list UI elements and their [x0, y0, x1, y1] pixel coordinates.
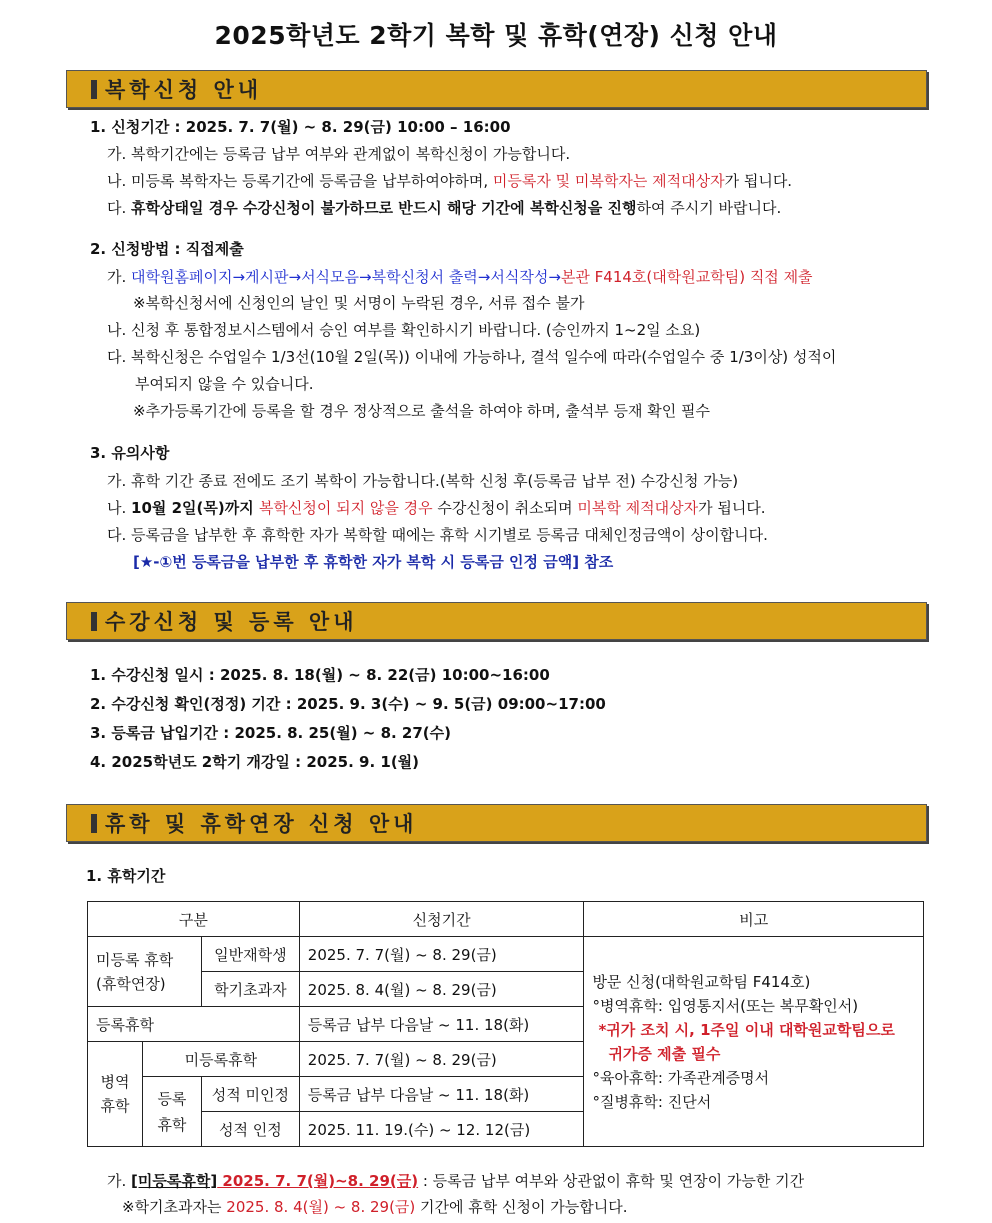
method-item-a: 가. 대학원홈페이지→게시판→서식모음→복학신청서 출력→서식작성→본관 F414호(대학원교학팀) 직접 제출	[107, 268, 813, 286]
section-header-leave	[66, 804, 927, 842]
note-line: 귀가증 제출 필수	[608, 1044, 721, 1063]
section-marker-icon	[91, 814, 97, 833]
table-cell: 등록휴학	[88, 1007, 300, 1042]
table-row	[88, 937, 924, 972]
return-method-heading: 2. 신청방법 : 직접제출	[90, 240, 244, 258]
note-line: °병역휴학: 입영통지서(또는 복무확인서)	[592, 996, 859, 1015]
return-item-c: 다. 휴학상태일 경우 수강신청이 불가하므로 반드시 해당 기간에 복학신청을 진행하여 주시기 바랍니다.	[107, 199, 782, 217]
return-item-b: 나. 미등록 복학자는 등록기간에 등록금을 납부하여야하며, 미등록자 및 미복학자는 제적대상자가 됩니다.	[107, 172, 793, 190]
section-marker-icon	[91, 80, 97, 99]
method-item-c: 다. 복학신청은 수업일수 1/3선(10월 2일(목)) 이내에 가능하나, 결석 일수에 따라(수업일수 중 1/3이상) 성적이	[107, 348, 837, 366]
note-line: °질병휴학: 진단서	[592, 1092, 712, 1111]
section-title: 수강신청 및 등록 안내	[105, 610, 358, 634]
table-cell: 성적 미인정	[201, 1077, 299, 1112]
table-cell: 등록 휴학	[142, 1077, 201, 1147]
table-cell: 미등록 휴학 (휴학연장)	[88, 937, 202, 1007]
course-item-1: 1. 수강신청 일시 : 2025. 8. 18(월) ~ 8. 22(금) 10:00~16:00	[90, 666, 550, 684]
section-title: 휴학 및 휴학연장 신청 안내	[105, 812, 418, 836]
section-title: 복학신청 안내	[105, 78, 263, 102]
leave-period-heading: 1. 휴학기간	[86, 867, 166, 885]
caution-heading: 3. 유의사항	[90, 444, 170, 462]
table-cell: 학기초과자	[201, 972, 299, 1007]
method-item-b: 나. 신청 후 통합정보시스템에서 승인 여부를 확인하시기 바랍니다. (승인까지 1~2일 소요)	[107, 321, 701, 339]
table-cell: 성적 인정	[201, 1112, 299, 1147]
caution-reference: [★-①번 등록금을 납부한 후 휴학한 자가 복학 시 등록금 인정 금액] 참조	[133, 553, 614, 571]
note-line: *귀가 조치 시, 1주일 이내 대학원교학팀으로	[598, 1020, 895, 1039]
table-cell: 병역 휴학	[88, 1042, 143, 1147]
table-cell: 2025. 11. 19.(수) ~ 12. 12(금)	[299, 1112, 584, 1147]
table-cell: 일반재학생	[201, 937, 299, 972]
note-line: °육아휴학: 가족관계증명서	[592, 1068, 770, 1087]
table-header-row	[88, 902, 924, 937]
table-note-cell	[584, 937, 924, 1147]
table-cell: 2025. 7. 7(월) ~ 8. 29(금)	[299, 937, 584, 972]
leave-footnote-note: ※학기초과자는 2025. 8. 4(월) ~ 8. 29(금) 기간에 휴학 신청이 가능합니다.	[122, 1198, 628, 1216]
method-item-c-cont: 부여되지 않을 수 있습니다.	[135, 375, 314, 393]
course-item-3: 3. 등록금 납입기간 : 2025. 8. 25(월) ~ 8. 27(수)	[90, 724, 451, 742]
section-header-course	[66, 602, 927, 640]
return-period-heading: 1. 신청기간 : 2025. 7. 7(월) ~ 8. 29(금) 10:00 – 16:00	[90, 118, 511, 136]
caution-item-c: 다. 등록금을 납부한 후 휴학한 자가 복학할 때에는 휴학 시기별로 등록금 대체인정금액이 상이합니다.	[107, 526, 768, 544]
table-cell: 등록금 납부 다음날 ~ 11. 18(화)	[299, 1077, 584, 1112]
note-line: 방문 신청(대학원교학팀 F414호)	[592, 972, 811, 991]
table-header: 구분	[88, 902, 300, 937]
table-cell: 2025. 8. 4(월) ~ 8. 29(금)	[299, 972, 584, 1007]
caution-item-a: 가. 휴학 기간 종료 전에도 조기 복학이 가능합니다.(복학 신청 후(등록금 납부 전) 수강신청 가능)	[107, 472, 739, 490]
caution-item-b: 나. 10월 2일(목)까지 복학신청이 되지 않을 경우 수강신청이 취소되며 미복학 제적대상자가 됩니다.	[107, 499, 766, 517]
method-note: ※복학신청서에 신청인의 날인 및 서명이 누락된 경우, 서류 접수 불가	[133, 294, 585, 312]
table-cell: 2025. 7. 7(월) ~ 8. 29(금)	[299, 1042, 584, 1077]
leave-period-table	[87, 901, 924, 1147]
table-cell: 미등록휴학	[142, 1042, 299, 1077]
return-item-a: 가. 복학기간에는 등록금 납부 여부와 관계없이 복학신청이 가능합니다.	[107, 145, 571, 163]
table-cell: 등록금 납부 다음날 ~ 11. 18(화)	[299, 1007, 584, 1042]
page-title: 2025학년도 2학기 복학 및 휴학(연장) 신청 안내	[214, 21, 778, 50]
section-header-return	[66, 70, 927, 108]
leave-footnote-a: 가. [미등록휴학] 2025. 7. 7(월)~8. 29(금) : 등록금 납부 여부와 상관없이 휴학 및 연장이 가능한 기간	[107, 1172, 805, 1190]
course-item-2: 2. 수강신청 확인(정정) 기간 : 2025. 9. 3(수) ~ 9. 5(금) 09:00~17:00	[90, 695, 606, 713]
section-marker-icon	[91, 612, 97, 631]
table-header: 신청기간	[299, 902, 584, 937]
table-header: 비고	[584, 902, 924, 937]
course-item-4: 4. 2025학년도 2학기 개강일 : 2025. 9. 1(월)	[90, 753, 420, 771]
method-note-2: ※추가등록기간에 등록을 할 경우 정상적으로 출석을 하여야 하며, 출석부 등재 확인 필수	[133, 402, 710, 420]
